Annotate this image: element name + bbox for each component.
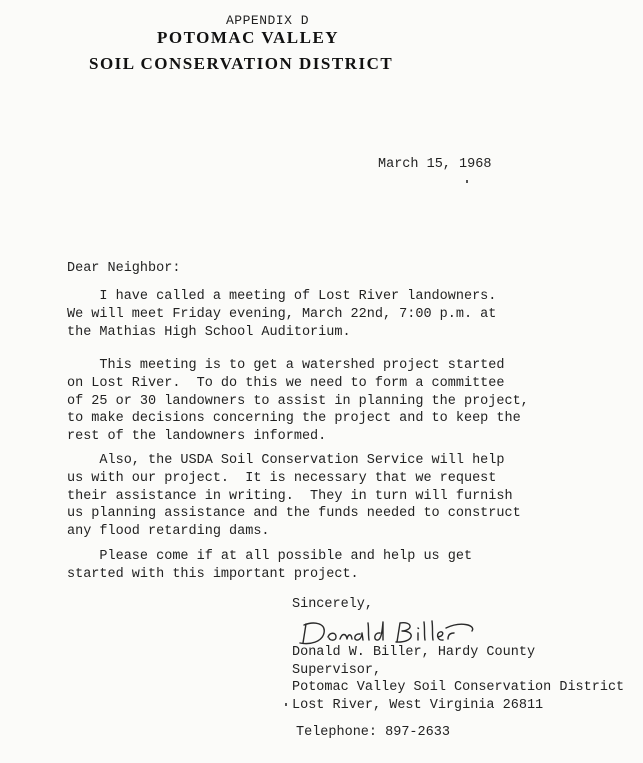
paragraph-meeting: I have called a meeting of Lost River landowners. We will meet Friday evening, March 22nd, 7:00 p.m. at the Mathias High School Auditorium. <box>67 289 497 340</box>
paragraph-usda: Also, the USDA Soil Conservation Service will help us with our project. It is necessary that we request their assistance in writing. They in turn will furnish us planning assistance and the funds needed to construct any flood retarding dams. <box>67 453 521 540</box>
telephone: Telephone: 897-2633 <box>296 725 450 740</box>
paragraph-purpose: This meeting is to get a watershed project started on Lost River. To do this we need to form a committee of 25 or 30 landowners to assist in planning the project, to make decisions concerning the project and to keep the rest of the landowners informed. <box>67 358 529 445</box>
organization-name-line1: POTOMAC VALLEY <box>157 28 340 47</box>
signer-block: Donald W. Biller, Hardy County Supervisor, Potomac Valley Soil Conservation District Lost River, West Virginia 26811 <box>292 645 625 713</box>
letter-date: March 15, 1968 <box>378 157 492 172</box>
organization-name-line2: SOIL CONSERVATION DISTRICT <box>89 54 394 73</box>
closing: Sincerely, <box>292 597 374 612</box>
paragraph-request: Please come if at all possible and help us get started with this important project. <box>67 549 473 582</box>
ink-speck <box>466 180 468 183</box>
salutation: Dear Neighbor: <box>67 261 181 276</box>
ink-speck <box>285 703 287 706</box>
appendix-label: APPENDIX D <box>226 13 310 28</box>
